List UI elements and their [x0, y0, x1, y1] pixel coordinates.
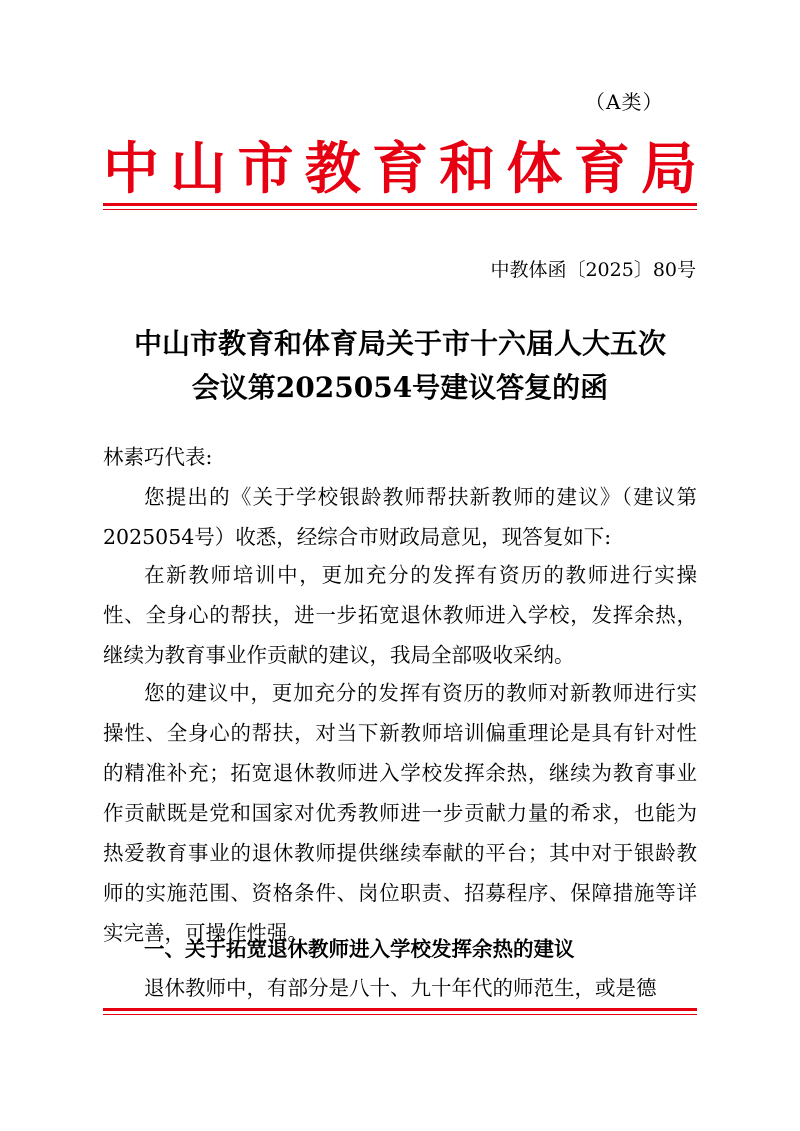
header-divider-thick	[103, 203, 697, 206]
document-category: （A类）	[585, 90, 664, 114]
document-number: 中教体函〔2025〕80号	[490, 259, 696, 281]
masthead-char: 和	[439, 136, 496, 202]
masthead-char: 育	[573, 136, 630, 202]
masthead-char: 体	[506, 136, 563, 202]
document-title	[103, 322, 697, 410]
masthead	[103, 138, 697, 200]
footer-divider-thin	[103, 1014, 697, 1015]
masthead-char: 山	[170, 136, 227, 202]
body-paragraph-1: 您提出的《关于学校银龄教师帮扶新教师的建议》（建议第2025054号）收悉，经综合市财政局意见，现答复如下:	[103, 485, 697, 549]
body-paragraph-3: 您的建议中，更加充分的发挥有资历的教师对新教师进行实操性、全身心的帮扶，对当下新教师培训偏重理论是具有针对性的精准补充；拓宽退休教师进入学校发挥余热，继续为教育事业作贡献既是党和国家对优秀教师进一步贡献力量的希求，也能为热爱教育事业的退休教师提供继续奉献的平台；其中对于银龄教师的实施范围、资格条件、岗位职责、招募程序、保障措施等详实完善，可操作性强。	[103, 681, 697, 945]
masthead-char: 教	[304, 136, 361, 202]
title-line-1: 中山市教育和体育局关于市十六届人大五次	[133, 327, 666, 360]
salutation: 林素巧代表:	[103, 445, 213, 469]
title-line-2: 会议第2025054号建议答复的函	[191, 371, 609, 404]
footer-divider-thick	[103, 1008, 697, 1011]
masthead-char: 育	[372, 136, 428, 202]
masthead-char: 市	[237, 136, 294, 202]
section-heading: 一、关于拓宽退休教师进入学校发挥余热的建议	[144, 937, 575, 961]
header-divider-thin	[103, 209, 697, 210]
body-paragraph-2: 在新教师培训中，更加充分的发挥有资历的教师进行实操性、全身心的帮扶，进一步拓宽退休教师进入学校，发挥余热，继续为教育事业作贡献的建议，我局全部吸收采纳。	[103, 563, 697, 667]
body-paragraph-4: 退休教师中，有部分是八十、九十年代的师范生，或是德	[144, 976, 657, 1000]
masthead-char: 局	[641, 136, 697, 202]
masthead-char: 中	[103, 136, 159, 202]
